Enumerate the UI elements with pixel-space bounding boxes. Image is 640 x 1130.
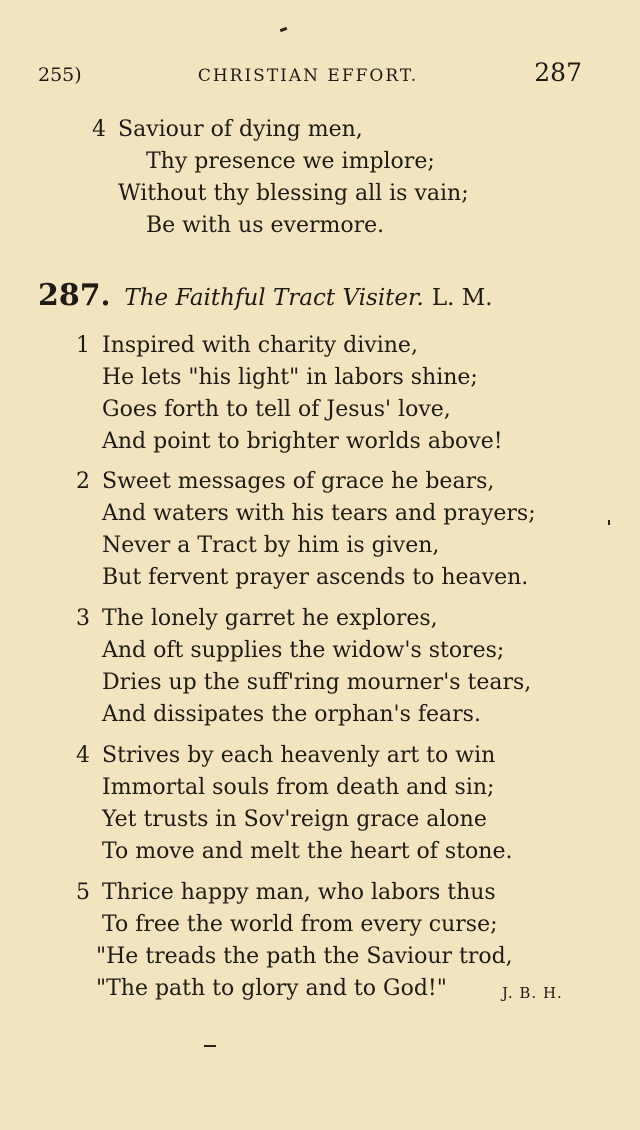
hymn-number: 287: [38, 278, 101, 313]
verse-line: Thrice happy man, who labors thus: [102, 880, 496, 905]
verse-line: And waters with his tears and prayers;: [102, 501, 536, 526]
verse-line: Dries up the suff'ring mourner's tears,: [102, 670, 532, 695]
verse-line: The lonely garret he explores,: [102, 606, 438, 631]
verse-line: And dissipates the orphan's fears.: [102, 702, 481, 727]
author-initials: J. B. H.: [502, 984, 563, 1002]
ink-speck: [280, 27, 288, 32]
verse-line: Saviour of dying men,: [118, 117, 363, 142]
verse-line: To move and melt the heart of stone.: [102, 839, 513, 864]
ink-speck: [204, 1045, 216, 1047]
header-section-ref: 255): [38, 64, 82, 86]
verse-line: Never a Tract by him is given,: [102, 533, 440, 558]
stanza-number: 3: [76, 606, 90, 631]
hymn-title: The Faithful Tract Visiter.: [124, 285, 424, 311]
running-header: [38, 58, 582, 87]
ink-speck: [608, 520, 610, 525]
verse-line: Sweet messages of grace he bears,: [102, 469, 495, 494]
verse-line: Thy presence we implore;: [146, 149, 435, 174]
hymn-heading: [38, 278, 493, 313]
stanza-number: 4: [76, 743, 90, 768]
hymn-meter: L. M.: [431, 285, 493, 311]
verse-line: Immortal souls from death and sin;: [102, 775, 495, 800]
verse-line: Goes forth to tell of Jesus' love,: [102, 397, 451, 422]
verse-line: To free the world from every curse;: [102, 912, 498, 937]
verse-line: And point to brighter worlds above!: [102, 429, 503, 454]
verse-line: And oft supplies the widow's stores;: [102, 638, 505, 663]
verse-line: "The path to glory and to God!": [96, 976, 447, 1001]
verse-line: Strives by each heavenly art to win: [102, 743, 496, 768]
verse-line: "He treads the path the Saviour trod,: [96, 944, 513, 969]
verse-line: Inspired with charity divine,: [102, 333, 418, 358]
stanza-number: 4: [92, 117, 106, 142]
stanza-number: 1: [76, 333, 90, 358]
verse-line: But fervent prayer ascends to heaven.: [102, 565, 529, 590]
verse-line: Without thy blessing all is vain;: [118, 181, 469, 206]
header-title: CHRISTIAN EFFORT.: [197, 66, 419, 86]
verse-line: Yet trusts in Sov'reign grace alone: [102, 807, 487, 832]
hymn-number-dot: .: [100, 279, 111, 312]
verse-line: He lets "his light" in labors shine;: [102, 365, 478, 390]
page-number: 287: [534, 58, 582, 87]
verse-line: Be with us evermore.: [146, 213, 385, 238]
stanza-number: 5: [76, 880, 90, 905]
stanza-number: 2: [76, 469, 90, 494]
